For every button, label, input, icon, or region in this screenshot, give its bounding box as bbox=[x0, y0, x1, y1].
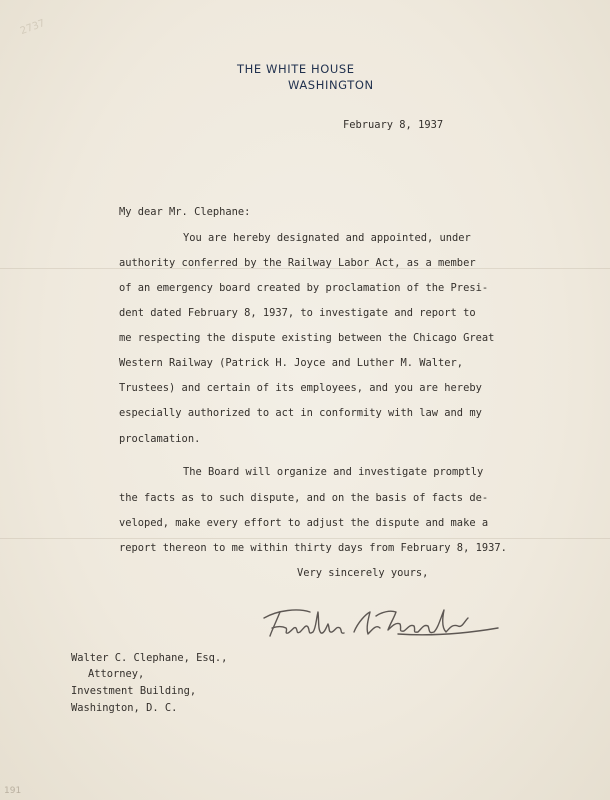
signature bbox=[258, 598, 503, 646]
paragraph-line: Trustees) and certain of its employees, and you are hereby bbox=[119, 382, 482, 394]
paragraph-line: dent dated February 8, 1937, to investigate and report to bbox=[119, 307, 476, 319]
address-line: Attorney, bbox=[88, 668, 145, 680]
paragraph-line: The Board will organize and investigate promptly bbox=[183, 466, 484, 478]
salutation: My dear Mr. Clephane: bbox=[119, 206, 251, 218]
address-line: Investment Building, bbox=[71, 685, 197, 697]
paragraph-line: of an emergency board created by proclamation of the Presi- bbox=[119, 282, 489, 294]
address-line: Walter C. Clephane, Esq., bbox=[71, 652, 228, 664]
letterhead-title: THE WHITE HOUSE bbox=[237, 62, 355, 76]
closing: Very sincerely yours, bbox=[297, 567, 429, 579]
address-line: Washington, D. C. bbox=[71, 702, 178, 714]
paragraph-line: proclamation. bbox=[119, 433, 201, 445]
letter-date: February 8, 1937 bbox=[343, 119, 444, 131]
paragraph-line: veloped, make every effort to adjust the dispute and make a bbox=[119, 517, 489, 529]
archive-number: 191 bbox=[4, 786, 22, 796]
paragraph-line: report thereon to me within thirty days from February 8, 1937. bbox=[119, 542, 507, 554]
paragraph-line: especially authorized to act in conformity with law and my bbox=[119, 407, 482, 419]
fold-line bbox=[0, 538, 610, 539]
paragraph-line: me respecting the dispute existing between the Chicago Great bbox=[119, 332, 495, 344]
paragraph-line: authority conferred by the Railway Labor Act, as a member bbox=[119, 257, 476, 269]
paragraph-line: Western Railway (Patrick H. Joyce and Luther M. Walter, bbox=[119, 357, 464, 369]
paragraph-line: the facts as to such dispute, and on the basis of facts de- bbox=[119, 492, 489, 504]
letterhead-city: WASHINGTON bbox=[288, 78, 374, 92]
faint-archive-mark: 2737 bbox=[18, 17, 47, 38]
paragraph-line: You are hereby designated and appointed, under bbox=[183, 232, 471, 244]
